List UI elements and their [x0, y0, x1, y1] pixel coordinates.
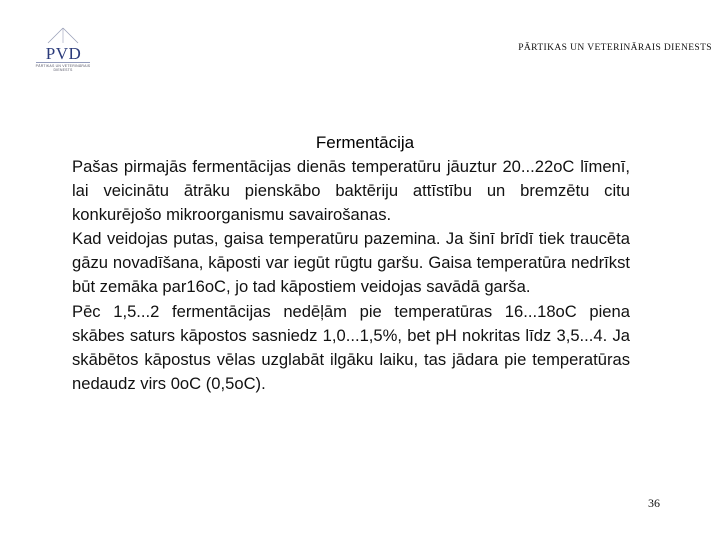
paragraph-3: Pēc 1,5...2 fermentācijas nedēļām pie temperatūras 16...18oC piena skābes saturs kāpostos sasniedz 1,0...1,5%, bet pH nokritas līdz 3,5...4. Ja skābētos kāpostus vēlas uzglabāt ilgāku laiku, tas jādara pie temperatūras nedaudz virs 0oC (0,5oC).	[72, 301, 630, 393]
logo-subtitle: PĀRTIKAS UN VETERINĀRAIS DIENESTS	[35, 64, 91, 72]
page-number: 36	[648, 496, 660, 510]
slide-body	[72, 155, 630, 396]
pvd-logo	[28, 26, 98, 72]
paragraph-2: Kad veidojas putas, gaisa temperatūru pazemina. Ja šinī brīdī tiek traucēta gāzu novadīšana, kāposti var iegūt rūgtu garšu. Gaisa temperatūra nedrīkst būt zemāka par16oC, jo tad kāpostiem veidojas savādā garša.	[72, 229, 630, 297]
logo-text: PVD	[45, 44, 82, 63]
paragraph-1: Pašas pirmajās fermentācijas dienās temperatūru jāuztur 20...22oC līmenī, lai veicinātu ātrāku pienskābo baktēriju attīstību un bremzētu citu konkurējošo mikroorganismu savairošanas.	[72, 157, 630, 225]
organization-name: PĀRTIKAS UN VETERINĀRAIS DIENESTS	[518, 43, 712, 53]
slide-title: Fermentācija	[315, 133, 415, 152]
